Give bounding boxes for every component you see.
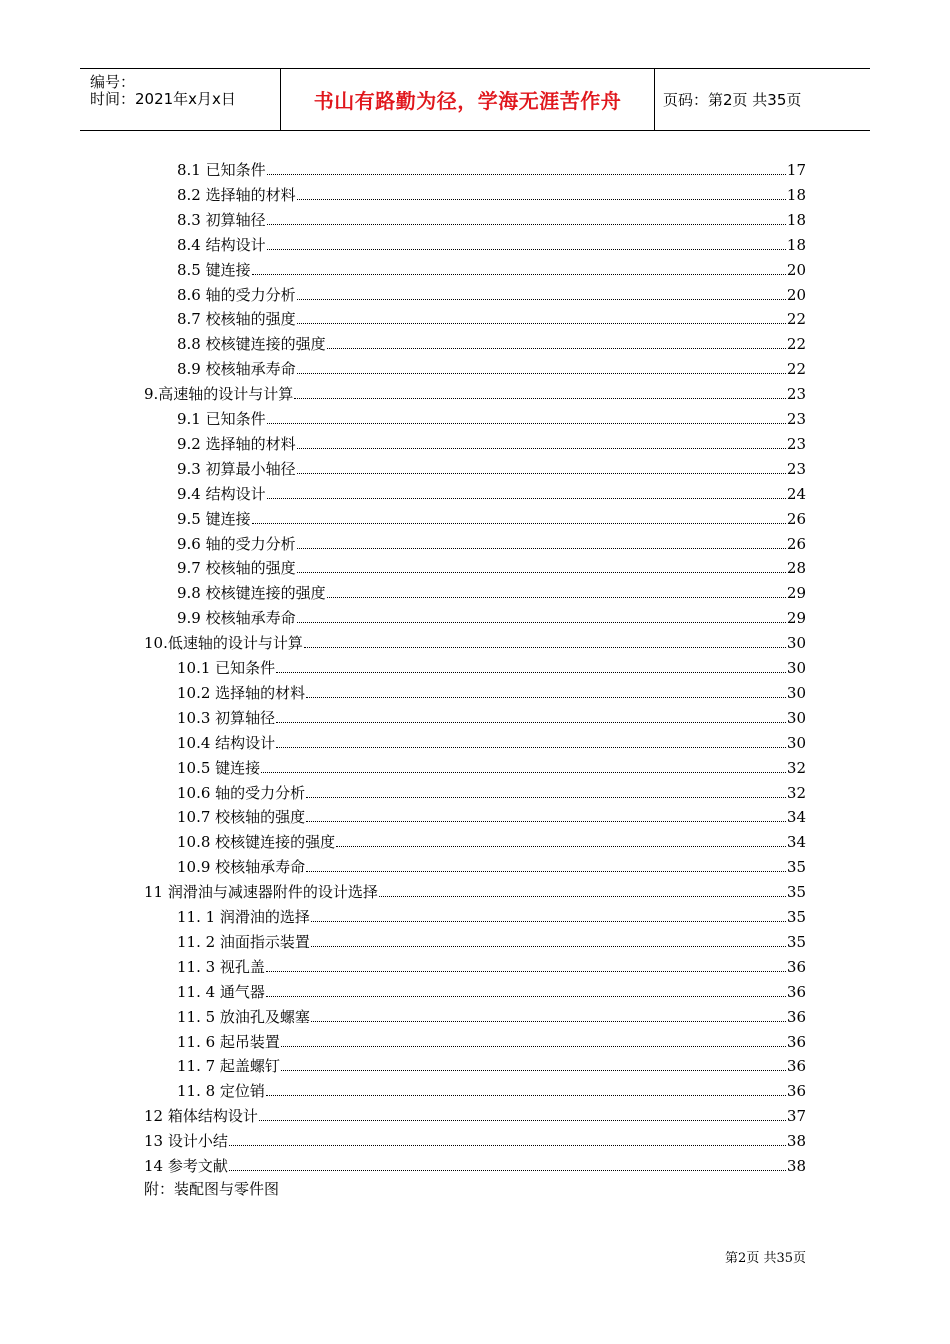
- toc-dot-leader: [261, 771, 786, 773]
- toc-dot-leader: [267, 248, 786, 250]
- toc-entry[interactable]: [177, 704, 806, 728]
- toc-entry-title: 9.3 初算最小轴径: [177, 459, 296, 478]
- toc-entry[interactable]: [177, 405, 806, 429]
- toc-entry-title: 11. 5 放油孔及螺塞: [177, 1007, 310, 1026]
- toc-entry-page: 37: [786, 1107, 806, 1126]
- toc-dot-leader: [276, 746, 786, 748]
- toc-entry-title: 10.低速轴的设计与计算: [144, 634, 303, 653]
- toc-entry[interactable]: [177, 430, 806, 454]
- toc-dot-leader: [297, 571, 786, 573]
- toc-entry-page: 35: [786, 908, 806, 926]
- page-info: 页码：第2页 共35页: [663, 91, 802, 109]
- toc-entry-page: 20: [786, 260, 806, 279]
- toc-entry-page: 20: [786, 285, 806, 304]
- toc-entry-title: 10.6 轴的受力分析: [177, 783, 306, 802]
- toc-entry[interactable]: [177, 505, 806, 529]
- number-label: 编号：: [90, 73, 136, 91]
- toc-entry[interactable]: [177, 554, 806, 578]
- toc-entry-title: 8.4 结构设计: [177, 235, 266, 254]
- toc-dot-leader: [306, 796, 786, 798]
- toc-dot-leader: [311, 1020, 786, 1022]
- toc-entry[interactable]: [177, 256, 806, 280]
- toc-dot-leader: [304, 646, 786, 648]
- toc-dot-leader: [229, 1144, 786, 1146]
- toc-entry-title: 9.9 校核轴承寿命: [177, 609, 296, 628]
- appendix-note: 附：装配图与零件图: [144, 1180, 280, 1198]
- toc-entry-page: 36: [786, 1007, 806, 1026]
- toc-dot-leader: [229, 1169, 786, 1171]
- toc-dot-leader: [311, 920, 786, 922]
- toc-dot-leader: [336, 845, 786, 847]
- time-label: 时间：2021年x月x日: [90, 90, 236, 108]
- toc-dot-leader: [294, 397, 786, 399]
- toc-entry-page: 23: [786, 410, 806, 428]
- toc-dot-leader: [297, 447, 786, 449]
- toc-dot-leader: [267, 173, 786, 175]
- toc-entry-title: 9.2 选择轴的材料: [177, 434, 296, 453]
- toc-entry[interactable]: [177, 828, 806, 852]
- toc-entry-title: 8.7 校核轴的强度: [177, 310, 296, 329]
- toc-dot-leader: [311, 945, 786, 947]
- toc-entry-title: 10.3 初算轴径: [177, 708, 276, 727]
- toc-entry-title: 11. 2 油面指示装置: [177, 932, 310, 951]
- toc-dot-leader: [267, 223, 786, 225]
- toc-dot-leader: [297, 322, 786, 324]
- toc-entry-page: 32: [786, 783, 806, 802]
- toc-entry[interactable]: [177, 928, 806, 952]
- toc-entry[interactable]: [177, 903, 806, 927]
- toc-entry-title: 11. 1 润滑油的选择: [177, 908, 310, 926]
- header-meta-cell: [80, 69, 281, 130]
- page-header: [80, 68, 870, 131]
- toc-dot-leader: [252, 522, 786, 524]
- toc-entry-page: 18: [786, 235, 806, 254]
- toc-dot-leader: [306, 870, 786, 872]
- page-footer: 第2页 共35页: [725, 1251, 806, 1266]
- toc-entry-page: 30: [786, 733, 806, 752]
- toc-dot-leader: [252, 273, 786, 275]
- toc-entry-page: 29: [786, 584, 806, 603]
- toc-dot-leader: [379, 895, 786, 897]
- toc-dot-leader: [297, 372, 786, 374]
- toc-entry-page: 36: [786, 1082, 806, 1101]
- toc-entry-title: 10.8 校核键连接的强度: [177, 833, 336, 852]
- toc-entry-page: 30: [786, 634, 806, 653]
- toc-entry[interactable]: [177, 679, 806, 703]
- toc-dot-leader: [297, 472, 786, 474]
- toc-entry-title: 8.9 校核轴承寿命: [177, 360, 296, 379]
- toc-dot-leader: [266, 995, 786, 997]
- toc-entry-page: 23: [786, 459, 806, 478]
- toc-entry[interactable]: [144, 878, 806, 902]
- toc-entry[interactable]: [144, 380, 806, 404]
- toc-entry-page: 23: [786, 434, 806, 453]
- toc-entry-page: 26: [786, 534, 806, 553]
- toc-entry-page: 28: [786, 559, 806, 578]
- toc-entry-page: 17: [786, 161, 806, 179]
- toc-entry-page: 38: [786, 1132, 806, 1151]
- toc-entry[interactable]: [144, 1152, 806, 1176]
- toc-entry-page: 30: [786, 659, 806, 677]
- toc-entry[interactable]: [177, 654, 806, 678]
- toc-entry[interactable]: [177, 281, 806, 305]
- toc-entry-page: 34: [786, 833, 806, 852]
- toc-dot-leader: [297, 198, 786, 200]
- toc-entry-title: 10.2 选择轴的材料: [177, 683, 306, 702]
- toc-entry-page: 36: [786, 957, 806, 976]
- toc-entry-title: 9.5 键连接: [177, 509, 251, 528]
- toc-entry-page: 23: [786, 385, 806, 404]
- toc-entry[interactable]: [177, 480, 806, 504]
- toc-entry-page: 18: [786, 210, 806, 229]
- toc-entry[interactable]: [177, 231, 806, 255]
- toc-entry-title: 11. 6 起吊装置: [177, 1032, 280, 1051]
- toc-entry-title: 8.2 选择轴的材料: [177, 185, 296, 204]
- toc-entry[interactable]: [144, 629, 806, 653]
- toc-entry[interactable]: [177, 604, 806, 628]
- toc-entry-page: 32: [786, 758, 806, 777]
- toc-entry-title: 14 参考文献: [144, 1157, 228, 1175]
- toc-dot-leader: [259, 1119, 786, 1121]
- toc-entry-title: 10.1 已知条件: [177, 659, 276, 677]
- toc-entry-page: 36: [786, 1057, 806, 1076]
- toc-entry-title: 11. 3 视孔盖: [177, 957, 265, 976]
- toc-entry[interactable]: [177, 1077, 806, 1101]
- toc-entry-title: 10.7 校核轴的强度: [177, 808, 306, 827]
- toc-entry-title: 8.3 初算轴径: [177, 210, 266, 229]
- toc-entry-title: 11. 7 起盖螺钉: [177, 1057, 280, 1076]
- toc-entry[interactable]: [177, 579, 806, 603]
- toc-entry[interactable]: [177, 729, 806, 753]
- toc-entry-page: 38: [786, 1157, 806, 1175]
- toc-dot-leader: [267, 422, 786, 424]
- toc-entry-title: 11. 8 定位销: [177, 1082, 265, 1101]
- toc-entry-title: 11. 4 通气器: [177, 982, 265, 1001]
- toc-entry[interactable]: [177, 754, 806, 778]
- toc-entry[interactable]: [177, 330, 806, 354]
- toc-entry-title: 10.4 结构设计: [177, 733, 276, 752]
- toc-entry[interactable]: [177, 1003, 806, 1027]
- toc-entry-page: 36: [786, 1032, 806, 1051]
- toc-entry-page: 35: [786, 932, 806, 951]
- toc-entry-title: 8.6 轴的受力分析: [177, 285, 296, 304]
- toc-dot-leader: [281, 1069, 786, 1071]
- toc-entry[interactable]: [177, 853, 806, 877]
- toc-entry-page: 24: [786, 484, 806, 503]
- toc-dot-leader: [297, 547, 786, 549]
- toc-entry[interactable]: [177, 455, 806, 479]
- toc-entry-title: 9.4 结构设计: [177, 484, 266, 503]
- toc-entry-title: 10.5 键连接: [177, 758, 261, 777]
- toc-entry-title: 9.1 已知条件: [177, 410, 266, 428]
- toc-dot-leader: [306, 696, 786, 698]
- toc-entry-page: 35: [786, 883, 806, 902]
- toc-entry-title: 9.高速轴的设计与计算: [144, 385, 294, 404]
- toc-entry[interactable]: [177, 1028, 806, 1052]
- toc-entry-title: 8.5 键连接: [177, 260, 251, 279]
- toc-entry[interactable]: [177, 779, 806, 803]
- toc-entry-title: 10.9 校核轴承寿命: [177, 858, 306, 877]
- toc-entry-page: 35: [786, 858, 806, 877]
- toc-entry[interactable]: [177, 530, 806, 554]
- toc-entry-page: 18: [786, 185, 806, 204]
- toc-entry-page: 22: [786, 335, 806, 354]
- motto-text: 书山有路勤为径，学海无涯苦作舟: [313, 89, 622, 113]
- toc-entry-title: 8.8 校核键连接的强度: [177, 335, 326, 354]
- toc-entry-page: 26: [786, 509, 806, 528]
- toc-dot-leader: [281, 1045, 786, 1047]
- toc-dot-leader: [266, 970, 786, 972]
- toc-entry-page: 29: [786, 609, 806, 628]
- header-page-cell: [655, 69, 870, 130]
- toc-entry-title: 11 润滑油与减速器附件的设计选择: [144, 883, 378, 902]
- toc-entry-title: 9.7 校核轴的强度: [177, 559, 296, 578]
- toc-dot-leader: [276, 671, 786, 673]
- toc-entry[interactable]: [144, 1102, 806, 1126]
- toc-dot-leader: [327, 596, 786, 598]
- toc-dot-leader: [297, 298, 786, 300]
- toc-entry-title: 12 箱体结构设计: [144, 1107, 258, 1126]
- toc-dot-leader: [276, 721, 786, 723]
- toc-entry[interactable]: [144, 1127, 806, 1151]
- toc-entry[interactable]: [177, 1052, 806, 1076]
- toc-entry-page: 30: [786, 708, 806, 727]
- toc-entry-title: 9.8 校核键连接的强度: [177, 584, 326, 603]
- toc-entry[interactable]: [177, 355, 806, 379]
- toc-entry-page: 22: [786, 310, 806, 329]
- toc-entry[interactable]: [177, 978, 806, 1002]
- toc-entry[interactable]: [177, 156, 806, 180]
- toc-entry[interactable]: [177, 206, 806, 230]
- toc-entry-title: 8.1 已知条件: [177, 161, 266, 179]
- toc-entry-title: 13 设计小结: [144, 1132, 228, 1151]
- toc-entry-title: 9.6 轴的受力分析: [177, 534, 296, 553]
- toc-entry-page: 22: [786, 360, 806, 379]
- toc-dot-leader: [266, 1094, 786, 1096]
- toc-entry[interactable]: [177, 953, 806, 977]
- toc-entry[interactable]: [177, 181, 806, 205]
- toc-dot-leader: [306, 820, 786, 822]
- toc-dot-leader: [267, 497, 786, 499]
- toc-entry-page: 34: [786, 808, 806, 827]
- header-motto-cell: [281, 69, 655, 130]
- toc-entry[interactable]: [177, 803, 806, 827]
- toc-dot-leader: [327, 347, 786, 349]
- toc-dot-leader: [297, 621, 786, 623]
- toc-entry-page: 30: [786, 683, 806, 702]
- toc-entry[interactable]: [177, 305, 806, 329]
- toc-entry-page: 36: [786, 982, 806, 1001]
